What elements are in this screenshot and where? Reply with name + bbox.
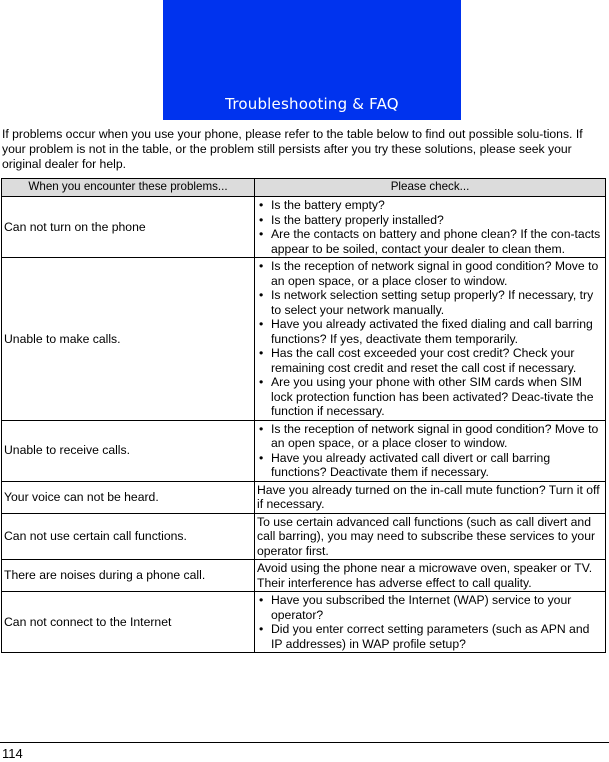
- check-item: • Are you using your phone with other SIM cards when SIM lock protection function has been activated? Deac-tivate the function if necessary.: [257, 375, 603, 419]
- check-item: • Is the battery properly installed?: [257, 213, 603, 228]
- check-cell: [255, 481, 606, 513]
- check-item: • Is network selection setting setup properly? If necessary, try to select your network manually.: [257, 288, 603, 317]
- check-text: To use certain advanced call functions (such as call divert and call barring), you may need to subscribe these services to your operator first.: [257, 514, 596, 558]
- problem-cell: Your voice can not be heard.: [2, 481, 255, 513]
- table-row: [2, 197, 606, 258]
- check-list: [257, 198, 603, 256]
- table-header-row: [2, 179, 606, 197]
- check-text: Avoid using the phone near a microwave oven, speaker or TV. Their interference has adverse effect to call quality.: [257, 561, 593, 590]
- table-row: [2, 420, 606, 481]
- page-title: Troubleshooting & FAQ: [225, 95, 399, 113]
- troubleshooting-table: [1, 178, 606, 653]
- check-cell: [255, 560, 606, 592]
- check-cell: [255, 197, 606, 258]
- table-row: [2, 513, 606, 560]
- check-item: • Have you already activated call divert or call barring functions? Deactivate them if necessary.: [257, 451, 603, 480]
- check-text: Have you already turned on the in-call mute function? Turn it off if necessary.: [257, 482, 600, 511]
- problem-cell: There are noises during a phone call.: [2, 560, 255, 592]
- table-row: [2, 258, 606, 421]
- title-banner: [163, 0, 461, 120]
- problem-cell: Unable to make calls.: [2, 258, 255, 421]
- check-list: [257, 422, 603, 480]
- check-cell: [255, 513, 606, 560]
- problem-cell: Can not turn on the phone: [2, 197, 255, 258]
- problem-cell: Unable to receive calls.: [2, 420, 255, 481]
- table-row: [2, 592, 606, 653]
- intro-paragraph: If problems occur when you use your phone, please refer to the table below to find out possible solu-tions. If your problem is not in the table, or the problem still persists after you try these solutions, please seek your original dealer for help.: [2, 127, 583, 171]
- header-please-check: Please check...: [255, 179, 606, 197]
- check-item: • Has the call cost exceeded your cost credit? Check your remaining cost credit and reset the call cost if necessary.: [257, 346, 603, 375]
- check-item: • Is the reception of network signal in good condition? Move to an open space, or a place closer to window.: [257, 259, 603, 288]
- check-item: • Is the reception of network signal in good condition? Move to an open space, or a place closer to window.: [257, 422, 603, 451]
- check-cell: [255, 258, 606, 421]
- problem-cell: Can not use certain call functions.: [2, 513, 255, 560]
- header-problems: When you encounter these problems...: [2, 179, 255, 197]
- check-list: [257, 593, 603, 651]
- check-item: • Is the battery empty?: [257, 198, 603, 213]
- check-cell: [255, 420, 606, 481]
- footer-divider: [0, 742, 609, 743]
- page-number: 114: [2, 746, 23, 761]
- table-row: [2, 560, 606, 592]
- table-row: [2, 481, 606, 513]
- check-item: • Did you enter correct setting parameters (such as APN and IP addresses) in WAP profile setup?: [257, 622, 603, 651]
- problem-cell: Can not connect to the Internet: [2, 592, 255, 653]
- check-cell: [255, 592, 606, 653]
- check-item: • Have you subscribed the Internet (WAP) service to your operator?: [257, 593, 603, 622]
- check-item: • Have you already activated the fixed dialing and call barring functions? If yes, deactivate them temporarily.: [257, 317, 603, 346]
- check-item: • Are the contacts on battery and phone clean? If the con-tacts appear to be soiled, contact your dealer to clean them.: [257, 227, 603, 256]
- check-list: [257, 259, 603, 419]
